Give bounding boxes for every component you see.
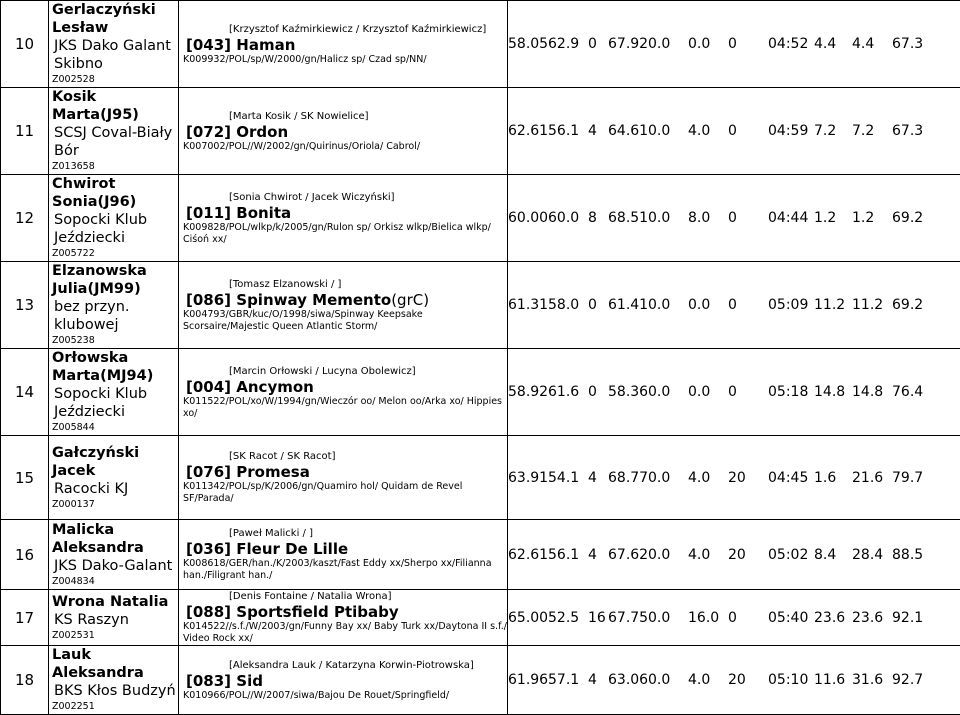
score-value: 1.6 (814, 470, 852, 486)
score-value: 1.2 (852, 210, 892, 226)
horse-owners: [Aleksandra Lauk / Katarzyna Korwin-Piotrowska] (183, 659, 507, 672)
table-row (1, 88, 960, 175)
score-values (508, 384, 960, 400)
horse-name-text: Ancymon (236, 378, 314, 396)
score-value: 62.61 (508, 547, 548, 563)
rider-club: BKS Kłos Budzyń (52, 682, 178, 700)
score-value: 4.4 (814, 36, 852, 52)
score-value: 05:10 (768, 672, 814, 688)
horse-owners: [Marcin Orłowski / Lucyna Obolewicz] (183, 365, 507, 378)
rider-name-line: Marta(MJ94) (52, 367, 178, 385)
place-cell: 10 (1, 1, 49, 88)
rider-cell (49, 520, 179, 590)
score-value: 4.0 (688, 672, 728, 688)
horse-owners: [Tomasz Elzanowski / ] (183, 278, 507, 291)
rider-id: Z013658 (52, 160, 178, 174)
score-value: 20 (728, 547, 768, 563)
rider-cell (49, 436, 179, 520)
horse-bib: [004] (186, 378, 231, 396)
place-cell: 16 (1, 520, 49, 590)
rider-name-line: Malicka (52, 521, 178, 539)
score-value: 58.05 (508, 36, 548, 52)
rider-club: Sopocki Klub Jeździecki (52, 211, 178, 247)
rider-club: bez przyn. klubowej (52, 298, 178, 334)
score-value: 61.96 (508, 672, 548, 688)
score-values (508, 297, 960, 313)
horse-name (183, 672, 507, 690)
score-value: 68.51 (608, 210, 648, 226)
score-value: 58.36 (608, 384, 648, 400)
score-value: 23.6 (852, 610, 892, 626)
rider-id: Z002251 (52, 700, 178, 714)
score-value: 0.0 (648, 384, 688, 400)
horse-name (183, 123, 507, 141)
score-value: 0.0 (688, 36, 728, 52)
score-value: 7.2 (852, 123, 892, 139)
score-value: 16.0 (688, 610, 728, 626)
score-value: 67.3 (892, 123, 932, 139)
horse-name (183, 463, 507, 481)
rider-name-line: Lauk (52, 646, 178, 664)
score-value: 0 (728, 297, 768, 313)
score-cell (508, 646, 960, 715)
score-value: 56.1 (548, 547, 588, 563)
score-value: 8 (588, 210, 608, 226)
score-value: 63.06 (608, 672, 648, 688)
place-cell: 18 (1, 646, 49, 715)
score-cell (508, 262, 960, 349)
score-value: 76.4 (892, 384, 932, 400)
score-value: 4 (588, 123, 608, 139)
score-value: 0.0 (648, 610, 688, 626)
score-value: 0 (728, 210, 768, 226)
horse-info: K011342/POL/sp/K/2006/gn/Quamiro hol/ Quidam de Revel SF/Parada/ (183, 481, 507, 505)
horse-owners: [Krzysztof Kaźmirkiewicz / Krzysztof Kaźmirkiewicz] (183, 23, 507, 36)
rider-name-line: Kosik (52, 88, 178, 106)
score-value: 20 (728, 470, 768, 486)
horse-owners: [Sonia Chwirot / Jacek Wiczyński] (183, 191, 507, 204)
rider-name-line: Gerlaczyński (52, 1, 178, 19)
horse-name (183, 603, 507, 621)
score-value: 0.0 (648, 470, 688, 486)
rider-id: Z005844 (52, 421, 178, 435)
score-value: 4 (588, 547, 608, 563)
horse-info: K008618/GER/han./K/2003/kaszt/Fast Eddy xx/Sherpo xx/Filianna han./Filigrant han./ (183, 558, 507, 582)
place-cell: 17 (1, 590, 49, 646)
score-value: 64.61 (608, 123, 648, 139)
horse-cell (179, 349, 508, 436)
score-value: 52.5 (548, 610, 588, 626)
table-row (1, 590, 960, 646)
score-value: 60.0 (548, 210, 588, 226)
score-value: 61.41 (608, 297, 648, 313)
horse-cell (179, 436, 508, 520)
score-value: 58.0 (548, 297, 588, 313)
score-value: 14.8 (852, 384, 892, 400)
score-value: 67.62 (608, 547, 648, 563)
horse-info: K014522//s.f./W/2003/gn/Funny Bay xx/ Baby Turk xx/Daytona II s.f./ Video Rock xx/ (183, 621, 507, 645)
rider-id: Z002531 (52, 629, 178, 643)
score-value: 14.8 (814, 384, 852, 400)
score-cell (508, 88, 960, 175)
horse-name (183, 36, 507, 54)
score-cell (508, 349, 960, 436)
score-value: 4.0 (688, 123, 728, 139)
score-values (508, 672, 960, 688)
table-row (1, 175, 960, 262)
score-value: 1.2 (814, 210, 852, 226)
table-row (1, 646, 960, 715)
place-cell: 12 (1, 175, 49, 262)
rider-name-line: Jacek (52, 462, 178, 480)
score-value: 8.4 (814, 547, 852, 563)
score-cell (508, 436, 960, 520)
horse-info: K009932/POL/sp/W/2000/gn/Halicz sp/ Czad sp/NN/ (183, 54, 507, 66)
score-values (508, 547, 960, 563)
horse-cell (179, 590, 508, 646)
score-value: 04:44 (768, 210, 814, 226)
score-value: 0.0 (648, 297, 688, 313)
score-value: 57.1 (548, 672, 588, 688)
score-value: 0 (728, 384, 768, 400)
rider-club: KS Raszyn (52, 611, 178, 629)
table-row (1, 349, 960, 436)
rider-cell (49, 1, 179, 88)
score-value: 0.0 (648, 36, 688, 52)
score-value: 31.6 (852, 672, 892, 688)
horse-cell (179, 262, 508, 349)
score-value: 0 (588, 384, 608, 400)
rider-name-line: Aleksandra (52, 539, 178, 557)
rider-id: Z005238 (52, 334, 178, 348)
rider-name-line: Aleksandra (52, 664, 178, 682)
score-value: 0.0 (688, 384, 728, 400)
score-value: 54.1 (548, 470, 588, 486)
rider-name-line: Orłowska (52, 349, 178, 367)
score-value: 0 (588, 36, 608, 52)
score-value: 65.00 (508, 610, 548, 626)
score-value: 63.91 (508, 470, 548, 486)
score-value: 11.6 (814, 672, 852, 688)
score-value: 11.2 (852, 297, 892, 313)
horse-name (183, 378, 507, 396)
horse-name-text: Fleur De Lille (236, 540, 348, 558)
place-cell: 13 (1, 262, 49, 349)
horse-bib: [076] (186, 463, 231, 481)
rider-name-line: Gałczyński (52, 444, 178, 462)
rider-name-line: Elzanowska (52, 262, 178, 280)
horse-owners: [SK Racot / SK Racot] (183, 450, 507, 463)
rider-name-line: Lesław (52, 19, 178, 37)
score-value: 68.77 (608, 470, 648, 486)
score-value: 4 (588, 470, 608, 486)
score-value: 11.2 (814, 297, 852, 313)
score-value: 8.0 (688, 210, 728, 226)
horse-cell (179, 646, 508, 715)
rider-club: SCSJ Coval-Biały Bór (52, 124, 178, 160)
score-values (508, 610, 960, 626)
table-row (1, 520, 960, 590)
rider-name-line: Chwirot (52, 175, 178, 193)
rider-id: Z002528 (52, 73, 178, 87)
score-value: 67.75 (608, 610, 648, 626)
place-cell: 15 (1, 436, 49, 520)
horse-owners: [Denis Fontaine / Natalia Wrona] (183, 590, 507, 603)
horse-name-text: Spinway Memento (236, 291, 391, 309)
table-row (1, 262, 960, 349)
place-cell: 11 (1, 88, 49, 175)
rider-name-line: Wrona Natalia (52, 593, 178, 611)
rider-name-line: Julia(JM99) (52, 280, 178, 298)
score-value: 0.0 (648, 672, 688, 688)
score-value: 21.6 (852, 470, 892, 486)
horse-info: K009828/POL/wlkp/k/2005/gn/Rulon sp/ Orkisz wlkp/Bielica wlkp/ Ciśoń xx/ (183, 222, 507, 246)
score-value: 05:18 (768, 384, 814, 400)
score-cell (508, 520, 960, 590)
score-value: 28.4 (852, 547, 892, 563)
horse-cell (179, 88, 508, 175)
score-value: 04:59 (768, 123, 814, 139)
horse-bib: [086] (186, 291, 231, 309)
rider-club: JKS Dako-Galant (52, 557, 178, 575)
score-value: 04:52 (768, 36, 814, 52)
horse-name (183, 540, 507, 558)
score-value: 4 (588, 672, 608, 688)
horse-bib: [036] (186, 540, 231, 558)
score-value: 0 (728, 610, 768, 626)
score-values (508, 210, 960, 226)
rider-cell (49, 262, 179, 349)
horse-bib: [072] (186, 123, 231, 141)
score-value: 67.3 (892, 36, 932, 52)
rider-club: Racocki KJ (52, 480, 178, 498)
score-value: 92.1 (892, 610, 932, 626)
rider-club: JKS Dako Galant Skibno (52, 37, 178, 73)
score-value: 05:09 (768, 297, 814, 313)
score-value: 79.7 (892, 470, 932, 486)
score-value: 0 (728, 123, 768, 139)
score-value: 7.2 (814, 123, 852, 139)
score-value: 23.6 (814, 610, 852, 626)
horse-bib: [011] (186, 204, 231, 222)
score-values (508, 470, 960, 486)
horse-name-text: Sid (236, 672, 263, 690)
horse-name (183, 291, 507, 309)
rider-cell (49, 590, 179, 646)
score-cell (508, 1, 960, 88)
horse-info: K011522/POL/xo/W/1994/gn/Wieczór oo/ Melon oo/Arka xo/ Hippies xo/ (183, 396, 507, 420)
horse-owners: [Marta Kosik / SK Nowielice] (183, 110, 507, 123)
score-value: 0.0 (648, 210, 688, 226)
horse-info: K010966/POL//W/2007/siwa/Bajou De Rouet/Springfield/ (183, 690, 507, 702)
horse-owners: [Paweł Malicki / ] (183, 527, 507, 540)
horse-name-text: Sportsfield Ptibaby (236, 603, 398, 621)
score-value: 4.0 (688, 470, 728, 486)
rider-name-line: Sonia(J96) (52, 193, 178, 211)
rider-cell (49, 88, 179, 175)
score-value: 69.2 (892, 297, 932, 313)
horse-bib: [088] (186, 603, 231, 621)
horse-info: K007002/POL//W/2002/gn/Quirinus/Oriola/ Cabrol/ (183, 141, 507, 153)
horse-info: K004793/GBR/kuc/O/1998/siwa/Spinway Keepsake Scorsaire/Majestic Queen Atlantic Storm/ (183, 309, 507, 333)
rider-id: Z004834 (52, 575, 178, 589)
rider-id: Z005722 (52, 247, 178, 261)
horse-bib: [083] (186, 672, 231, 690)
score-value: 20 (728, 672, 768, 688)
score-cell (508, 590, 960, 646)
results-body (1, 1, 960, 715)
score-value: 04:45 (768, 470, 814, 486)
rider-id: Z000137 (52, 498, 178, 512)
horse-bib: [043] (186, 36, 231, 54)
score-value: 62.9 (548, 36, 588, 52)
score-value: 69.2 (892, 210, 932, 226)
horse-name-text: Bonita (236, 204, 291, 222)
score-value: 4.0 (688, 547, 728, 563)
score-value: 62.61 (508, 123, 548, 139)
score-value: 0 (588, 297, 608, 313)
place-cell: 14 (1, 349, 49, 436)
score-value: 92.7 (892, 672, 932, 688)
table-row (1, 436, 960, 520)
horse-cell (179, 520, 508, 590)
score-value: 61.6 (548, 384, 588, 400)
score-value: 05:02 (768, 547, 814, 563)
score-value: 61.31 (508, 297, 548, 313)
score-value: 88.5 (892, 547, 932, 563)
score-value: 60.00 (508, 210, 548, 226)
horse-name-text: Ordon (236, 123, 288, 141)
horse-name (183, 204, 507, 222)
score-value: 0 (728, 36, 768, 52)
rider-name-line: Marta(J95) (52, 106, 178, 124)
rider-cell (49, 175, 179, 262)
horse-name-text: Haman (236, 36, 295, 54)
score-values (508, 36, 960, 52)
rider-cell (49, 646, 179, 715)
score-value: 16 (588, 610, 608, 626)
score-value: 58.92 (508, 384, 548, 400)
score-value: 0.0 (648, 123, 688, 139)
horse-name-suffix: (grC) (391, 291, 429, 309)
score-cell (508, 175, 960, 262)
rider-cell (49, 349, 179, 436)
score-value: 4.4 (852, 36, 892, 52)
score-value: 0.0 (688, 297, 728, 313)
horse-cell (179, 175, 508, 262)
score-value: 56.1 (548, 123, 588, 139)
score-value: 0.0 (648, 547, 688, 563)
score-value: 05:40 (768, 610, 814, 626)
score-values (508, 123, 960, 139)
horse-cell (179, 1, 508, 88)
horse-name-text: Promesa (236, 463, 310, 481)
table-row (1, 1, 960, 88)
score-value: 67.92 (608, 36, 648, 52)
rider-club: Sopocki Klub Jeździecki (52, 385, 178, 421)
